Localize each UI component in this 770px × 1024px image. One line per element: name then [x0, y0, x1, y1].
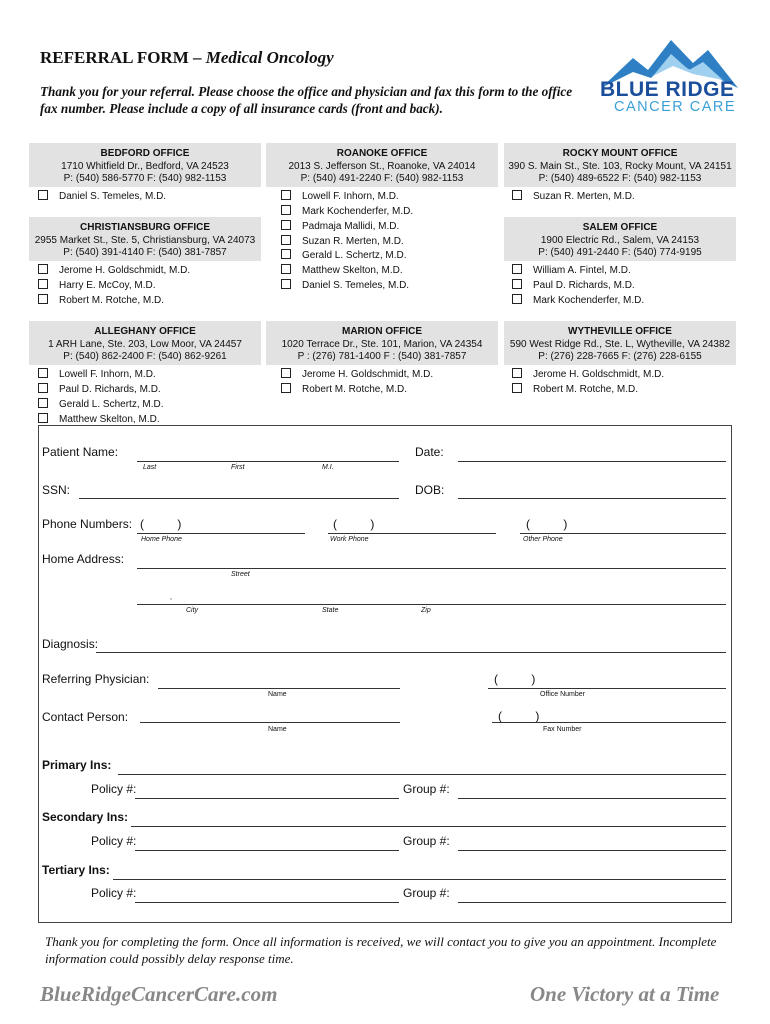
office-phones: P : (276) 781-1400 F : (540) 381-7857	[297, 351, 467, 362]
home-address-label: Home Address:	[42, 552, 125, 566]
doctor-option[interactable]: Paul D. Richards, M.D.	[38, 382, 161, 397]
doctor-option[interactable]: Matthew Skelton, M.D.	[38, 412, 160, 427]
doctor-option[interactable]: Lowell F. Inhorn, M.D.	[281, 189, 399, 204]
checkbox[interactable]	[281, 220, 291, 230]
fax-number-caption: Fax Number	[543, 726, 582, 733]
checkbox[interactable]	[512, 279, 522, 289]
doctor-option[interactable]: Jerome H. Goldschmidt, M.D.	[38, 263, 190, 278]
secondary-ins-field[interactable]	[131, 826, 726, 827]
checkbox[interactable]	[38, 190, 48, 200]
doctor-option[interactable]: Gerald L. Schertz, M.D.	[38, 397, 163, 412]
checkbox[interactable]	[38, 413, 48, 423]
primary-policy-label: Policy #:	[91, 782, 137, 796]
fax-number-field[interactable]	[492, 722, 726, 723]
checkbox[interactable]	[281, 249, 291, 259]
tertiary-ins-label: Tertiary Ins:	[42, 863, 110, 877]
office-name: MARION OFFICE	[342, 326, 422, 337]
doctor-option[interactable]: Paul D. Richards, M.D.	[512, 278, 635, 293]
office-phones: P: (540) 391-4140 F: (540) 381-7857	[63, 247, 227, 258]
primary-group-field[interactable]	[458, 798, 726, 799]
checkbox[interactable]	[38, 264, 48, 274]
doctor-option[interactable]: Robert M. Rotche, M.D.	[38, 293, 164, 308]
checkbox[interactable]	[512, 294, 522, 304]
checkbox[interactable]	[281, 190, 291, 200]
work-phone-field[interactable]	[328, 533, 496, 534]
office-rocky-mount	[504, 143, 736, 187]
checkbox[interactable]	[38, 368, 48, 378]
checkbox[interactable]	[512, 383, 522, 393]
referring-physician-label: Referring Physician:	[42, 672, 150, 686]
office-phones: P: (540) 491-2240 F: (540) 982-1153	[300, 173, 464, 184]
website-link[interactable]: BlueRidgeCancerCare.com	[40, 982, 278, 1006]
city-state-zip-field[interactable]	[137, 604, 726, 605]
office-phones: P: (540) 862-2400 F: (540) 862-9261	[63, 351, 227, 362]
doctor-option[interactable]: Robert M. Rotche, M.D.	[512, 382, 638, 397]
checkbox[interactable]	[38, 398, 48, 408]
office-bedford	[29, 143, 261, 187]
intro-text: Thank you for your referral. Please choose the office and physician and fax this form to the office fax number. Please include a copy of all insurance cards (front and back).	[40, 84, 573, 116]
doctor-option[interactable]: Harry E. McCoy, M.D.	[38, 278, 155, 293]
office-phones: P: (276) 228-7665 F: (276) 228-6155	[538, 351, 702, 362]
contact-person-label: Contact Person:	[42, 710, 129, 724]
last-name-caption: Last	[143, 464, 157, 471]
patient-name-field[interactable]	[137, 461, 399, 462]
home-phone-area: ( )	[140, 517, 182, 531]
work-phone-area: ( )	[333, 517, 375, 531]
primary-ins-label: Primary Ins:	[42, 758, 112, 772]
doctor-option[interactable]: Padmaja Mallidi, M.D.	[281, 219, 399, 234]
office-wytheville	[504, 321, 736, 365]
office-address: 390 S. Main St., Ste. 103, Rocky Mount, VA 24151	[508, 160, 732, 172]
first-name-caption: First	[231, 464, 245, 471]
ssn-label: SSN:	[42, 483, 71, 497]
office-roanoke	[266, 143, 498, 187]
tertiary-group-label: Group #:	[403, 886, 450, 900]
diagnosis-field[interactable]	[96, 652, 726, 653]
form-top-border	[38, 425, 732, 426]
doctor-option[interactable]: William A. Fintel, M.D.	[512, 263, 631, 278]
doctor-option[interactable]: Mark Kochenderfer, M.D.	[512, 293, 644, 308]
office-name: ROCKY MOUNT OFFICE	[562, 148, 678, 159]
checkbox[interactable]	[38, 279, 48, 289]
checkbox[interactable]	[281, 264, 291, 274]
secondary-ins-label: Secondary Ins:	[42, 810, 129, 824]
doctor-option[interactable]: Suzan R. Merten, M.D.	[512, 189, 635, 204]
other-phone-area: ( )	[526, 517, 568, 531]
office-number-caption: Office Number	[540, 691, 585, 698]
date-label: Date:	[415, 445, 444, 459]
contact-name-caption: Name	[268, 726, 287, 733]
checkbox[interactable]	[281, 383, 291, 393]
tertiary-policy-field[interactable]	[135, 902, 399, 903]
tertiary-group-field[interactable]	[458, 902, 726, 903]
doctor-option[interactable]: Jerome H. Goldschmidt, M.D.	[512, 367, 664, 382]
other-phone-field[interactable]	[520, 533, 726, 534]
office-marion	[266, 321, 498, 365]
phone-numbers-label: Phone Numbers:	[42, 517, 133, 531]
office-number-area: ( )	[494, 672, 536, 686]
doctor-option[interactable]: Lowell F. Inhorn, M.D.	[38, 367, 156, 382]
checkbox[interactable]	[512, 368, 522, 378]
other-phone-caption: Other Phone	[523, 536, 563, 543]
primary-policy-field[interactable]	[135, 798, 399, 799]
office-name: ROANOKE OFFICE	[336, 148, 428, 159]
checkbox[interactable]	[281, 205, 291, 215]
office-name: ALLEGHANY OFFICE	[94, 326, 196, 337]
office-alleghany	[29, 321, 261, 365]
patient-name-label: Patient Name:	[42, 445, 119, 459]
tertiary-policy-label: Policy #:	[91, 886, 137, 900]
motto-text: One Victory at a Time	[530, 982, 720, 1006]
tertiary-ins-field[interactable]	[113, 879, 726, 880]
secondary-policy-label: Policy #:	[91, 834, 137, 848]
logo-line1: BLUE RIDGE	[600, 78, 735, 101]
doctor-option[interactable]: Daniel S. Temeles, M.D.	[38, 189, 166, 204]
doctor-option[interactable]: Mark Kochenderfer, M.D.	[281, 204, 413, 219]
physician-name-caption: Name	[268, 691, 287, 698]
doctor-option[interactable]: Jerome H. Goldschmidt, M.D.	[281, 367, 433, 382]
doctor-option[interactable]: Suzan R. Merten, M.D.	[281, 234, 404, 249]
office-address: 2013 S. Jefferson St., Roanoke, VA 24014	[288, 160, 476, 172]
checkbox[interactable]	[281, 368, 291, 378]
checkbox[interactable]	[38, 383, 48, 393]
office-name: CHRISTIANSBURG OFFICE	[80, 222, 210, 233]
office-phones: P: (540) 489-6522 F: (540) 982-1153	[538, 173, 702, 184]
office-salem	[504, 217, 736, 261]
primary-ins-field[interactable]	[118, 774, 726, 775]
checkbox[interactable]	[512, 264, 522, 274]
office-address: 1710 Whitfield Dr., Bedford, VA 24523	[61, 160, 229, 172]
footer-message: Thank you for completing the form. Once all information is received, we will contact you to give you an appointment. Incomplete information could possibly delay response time.	[45, 934, 717, 966]
office-address: 1020 Terrace Dr., Ste. 101, Marion, VA 24354	[281, 338, 483, 350]
office-number-field[interactable]	[488, 688, 726, 689]
state-caption: State	[322, 607, 339, 614]
city-state-comma: ,	[170, 594, 172, 601]
zip-caption: Zip	[421, 607, 431, 614]
form-title	[40, 48, 334, 68]
office-address: 2955 Market St., Ste. 5, Christiansburg, VA 24073	[34, 234, 256, 246]
doctor-option[interactable]: Gerald L. Schertz, M.D.	[281, 248, 406, 263]
secondary-group-field[interactable]	[458, 850, 726, 851]
diagnosis-label: Diagnosis:	[42, 637, 99, 651]
office-address: 1 ARH Lane, Ste. 203, Low Moor, VA 24457	[48, 338, 242, 350]
secondary-group-label: Group #:	[403, 834, 450, 848]
street-field[interactable]	[137, 568, 726, 569]
office-name: BEDFORD OFFICE	[100, 148, 190, 159]
office-name: WYTHEVILLE OFFICE	[568, 326, 672, 337]
doctor-option[interactable]: Matthew Skelton, M.D.	[281, 263, 403, 278]
referring-physician-field[interactable]	[158, 688, 400, 689]
dob-field[interactable]	[458, 498, 726, 499]
doctor-option[interactable]: Robert M. Rotche, M.D.	[281, 382, 407, 397]
office-address: 1900 Electric Rd., Salem, VA 24153	[540, 234, 700, 246]
office-name: SALEM OFFICE	[582, 222, 658, 233]
form-right-border	[731, 425, 732, 923]
logo-line2: CANCER CARE	[614, 99, 737, 115]
office-address: 590 West Ridge Rd., Ste. L, Wytheville, VA 24382	[509, 338, 731, 350]
primary-group-label: Group #:	[403, 782, 450, 796]
middle-initial-caption: M.I.	[322, 464, 334, 471]
checkbox[interactable]	[512, 190, 522, 200]
street-caption: Street	[231, 571, 250, 578]
form-title-specialty: Medical Oncology	[205, 48, 334, 67]
contact-person-field[interactable]	[140, 722, 400, 723]
office-phones: P: (540) 491-2440 F: (540) 774-9195	[538, 247, 702, 258]
checkbox[interactable]	[38, 294, 48, 304]
form-title-main: REFERRAL FORM –	[40, 48, 202, 67]
secondary-policy-field[interactable]	[135, 850, 399, 851]
date-field[interactable]	[458, 461, 726, 462]
city-caption: City	[186, 607, 199, 614]
home-phone-field[interactable]	[137, 533, 305, 534]
checkbox[interactable]	[281, 279, 291, 289]
office-phones: P: (540) 586-5770 F: (540) 982-1153	[63, 173, 227, 184]
office-christiansburg	[29, 217, 261, 261]
checkbox[interactable]	[281, 235, 291, 245]
fax-number-area: ( )	[498, 709, 540, 723]
home-phone-caption: Home Phone	[141, 536, 182, 543]
dob-label: DOB:	[415, 483, 445, 497]
doctor-option[interactable]: Daniel S. Temeles, M.D.	[281, 278, 409, 293]
form-bottom-border	[38, 922, 732, 923]
form-left-border	[38, 425, 39, 923]
ssn-field[interactable]	[79, 498, 399, 499]
work-phone-caption: Work Phone	[330, 536, 369, 543]
